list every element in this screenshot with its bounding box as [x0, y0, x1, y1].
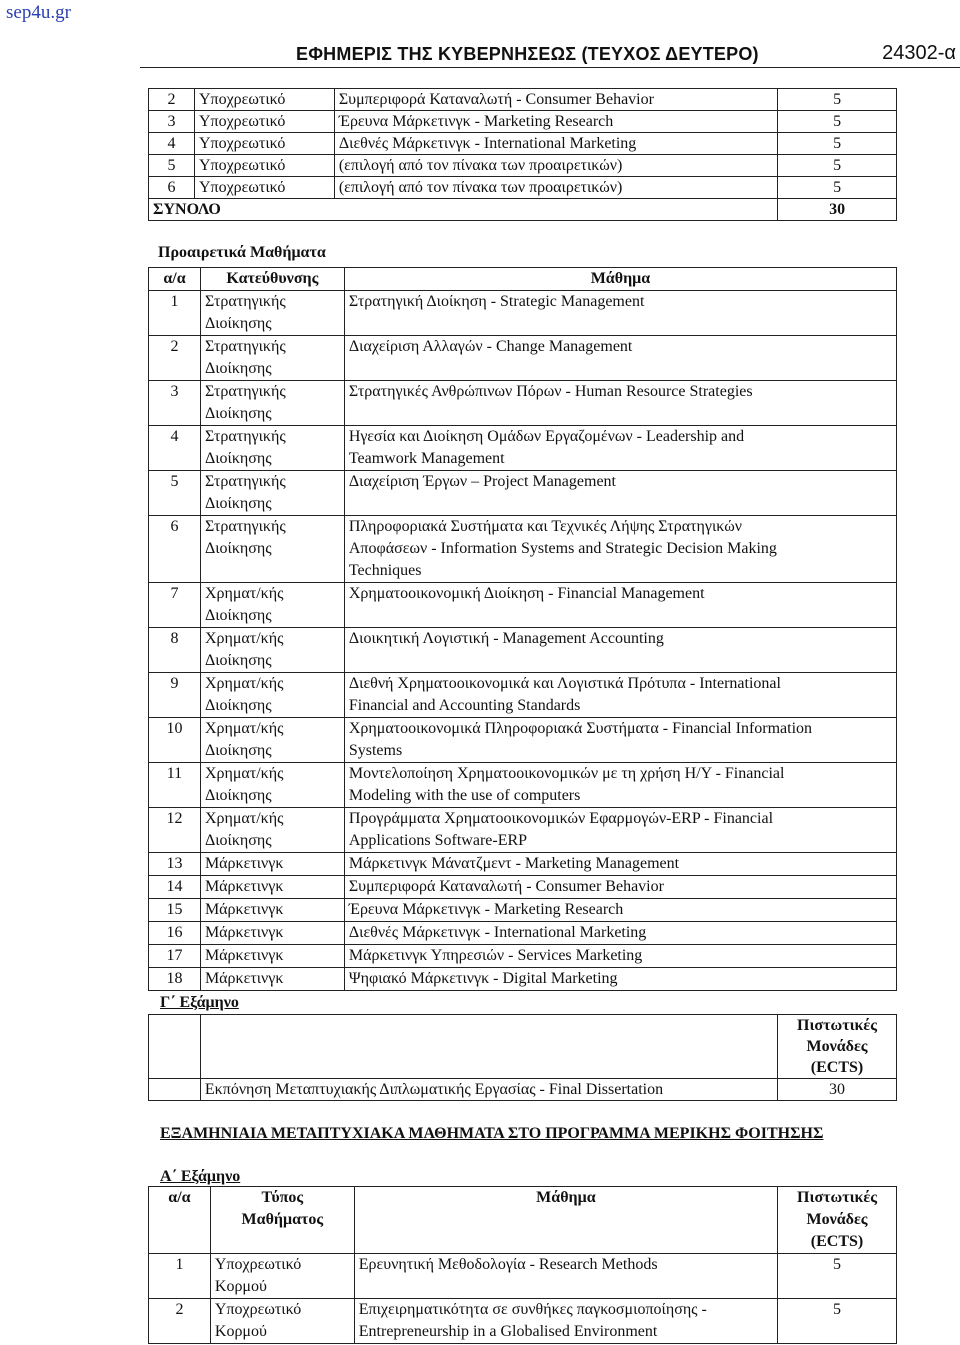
- row-course: [344, 763, 896, 808]
- row-number: 1: [149, 1254, 211, 1299]
- row-direction: [200, 853, 344, 876]
- pt-header-aa: α/α: [149, 1187, 211, 1254]
- row-course: [354, 1254, 777, 1299]
- table-row: [149, 336, 897, 381]
- row-number: 7: [149, 583, 201, 628]
- semester3-table: [148, 1014, 897, 1101]
- table-row: [149, 945, 897, 968]
- row-number: 6: [149, 177, 195, 199]
- pt-header-ects2: Μονάδες: [806, 1211, 868, 1228]
- row-direction: [200, 763, 344, 808]
- pt-header-type1: Τύπος: [261, 1189, 304, 1206]
- type-line2: Κορμού: [214, 1278, 267, 1295]
- row-ects: 5: [778, 177, 897, 199]
- course-line1: Ερευνητική Μεθοδολογία - Research Methods: [358, 1256, 658, 1273]
- row-number: 1: [149, 291, 201, 336]
- row-direction: [200, 922, 344, 945]
- direction-line1: Μάρκετινγκ: [204, 855, 284, 872]
- s3-n: [149, 1079, 201, 1101]
- row-ects: 5: [778, 89, 897, 111]
- row-direction: [200, 808, 344, 853]
- row-course: [344, 853, 896, 876]
- row-type: Υποχρεωτικό: [194, 89, 334, 111]
- direction-line1: Μάρκετινγκ: [204, 878, 284, 895]
- direction-line1: Χρηματ/κής: [204, 765, 284, 782]
- course-line1: Χρηματοοικονομική Διοίκηση - Financial Management: [348, 585, 705, 602]
- semester3-title: Γ΄ Εξάμηνο: [160, 994, 239, 1011]
- row-course: [344, 808, 896, 853]
- course-line1: Ψηφιακό Μάρκετινγκ - Digital Marketing: [348, 970, 618, 987]
- row-course: [344, 336, 896, 381]
- row-course: [344, 516, 896, 583]
- direction-line2: Διοίκησης: [204, 315, 272, 332]
- row-direction: [200, 718, 344, 763]
- row-number: 2: [149, 89, 195, 111]
- direction-line1: Στρατηγικής: [204, 293, 286, 310]
- row-course: [344, 922, 896, 945]
- s3-ects-header: [778, 1015, 897, 1079]
- direction-line1: Χρηματ/κής: [204, 585, 284, 602]
- direction-line2: Διοίκησης: [204, 787, 272, 804]
- row-number: 10: [149, 718, 201, 763]
- row-ects: 5: [778, 1254, 897, 1299]
- direction-line2: Διοίκησης: [204, 742, 272, 759]
- direction-line1: Στρατηγικής: [204, 338, 286, 355]
- row-direction: [200, 291, 344, 336]
- course-line1: Διαχείριση Αλλαγών - Change Management: [348, 338, 633, 355]
- row-course: [344, 628, 896, 673]
- row-number: 2: [149, 1299, 211, 1344]
- row-course: [344, 381, 896, 426]
- course-line1: Διαχείριση Έργων – Project Management: [348, 473, 616, 490]
- course-line1: Προγράμματα Χρηματοοικονομικών Εφαρμογών-ERP - Financial: [348, 810, 774, 827]
- table-row: [149, 133, 897, 155]
- row-number: 4: [149, 133, 195, 155]
- direction-line1: Μάρκετινγκ: [204, 924, 284, 941]
- total-value: 30: [778, 199, 897, 221]
- row-direction: [200, 876, 344, 899]
- table-row: [149, 899, 897, 922]
- direction-line1: Χρηματ/κής: [204, 810, 284, 827]
- row-ects: 5: [778, 155, 897, 177]
- pt-header-type2: Μαθήματος: [241, 1211, 324, 1228]
- row-course: [344, 291, 896, 336]
- direction-line2: Διοίκησης: [204, 495, 272, 512]
- pt-header-ects1: Πιστωτικές: [797, 1189, 878, 1206]
- row-direction: [200, 426, 344, 471]
- row-course: [354, 1299, 777, 1344]
- site-link[interactable]: sep4u.gr: [6, 2, 71, 23]
- table-row: [149, 673, 897, 718]
- row-ects: 5: [778, 111, 897, 133]
- pt-header-ects: [778, 1187, 897, 1254]
- row-number: 8: [149, 628, 201, 673]
- row-course: [344, 426, 896, 471]
- row-direction: [200, 673, 344, 718]
- course-line1: Μοντελοποίηση Χρηματοοικονομικών με τη χρήση Η/Υ - Financial: [348, 765, 785, 782]
- row-direction: [200, 583, 344, 628]
- course-line1: Στρατηγικές Ανθρώπινων Πόρων - Human Resource Strategies: [348, 383, 753, 400]
- course-line1: Επιχειρηματικότητα σε συνθήκες παγκοσμιοποίησης -: [358, 1301, 707, 1318]
- pt-header-type: [210, 1187, 354, 1254]
- row-course: [344, 718, 896, 763]
- direction-line1: Στρατηγικής: [204, 383, 286, 400]
- course-line1: Διεθνές Μάρκετινγκ - International Marketing: [348, 924, 647, 941]
- row-course: Έρευνα Μάρκετινγκ - Marketing Research: [334, 111, 777, 133]
- row-direction: [200, 968, 344, 991]
- s3-ects: 30: [778, 1079, 897, 1101]
- table-row: [149, 763, 897, 808]
- optional-courses-table: [148, 267, 897, 991]
- table-row: [149, 89, 897, 111]
- table-row: [149, 853, 897, 876]
- optional-courses-title: Προαιρετικά Μαθήματα: [158, 244, 326, 261]
- table-row: [149, 583, 897, 628]
- row-number: 4: [149, 426, 201, 471]
- direction-line1: Μάρκετινγκ: [204, 901, 284, 918]
- course-line1: Συμπεριφορά Καταναλωτή - Consumer Behavior: [348, 878, 664, 895]
- course-line2: Financial and Accounting Standards: [348, 697, 581, 714]
- row-direction: [200, 945, 344, 968]
- direction-line2: Διοίκησης: [204, 450, 272, 467]
- total-label: ΣΥΝΟΛΟ: [149, 199, 778, 221]
- row-course: [344, 471, 896, 516]
- direction-line1: Χρηματ/κής: [204, 630, 284, 647]
- table-row: [149, 1254, 897, 1299]
- direction-line2: Διοίκησης: [204, 405, 272, 422]
- table-row: [149, 1299, 897, 1344]
- table-row: [149, 922, 897, 945]
- row-direction: [200, 628, 344, 673]
- row-number: 14: [149, 876, 201, 899]
- row-number: 5: [149, 471, 201, 516]
- direction-line2: Διοίκησης: [204, 360, 272, 377]
- page-number: 24302-α: [882, 42, 956, 64]
- row-direction: [200, 336, 344, 381]
- row-type: [210, 1299, 354, 1344]
- parttime-semester: Α΄ Εξάμηνο: [160, 1168, 241, 1185]
- course-line3: Techniques: [348, 562, 422, 579]
- row-type: Υποχρεωτικό: [194, 133, 334, 155]
- row-course: [344, 673, 896, 718]
- row-course: [344, 899, 896, 922]
- course-line1: Μάρκετινγκ Μάνατζμεντ - Marketing Management: [348, 855, 680, 872]
- table-row: [149, 968, 897, 991]
- course-line2: Entrepreneurship in a Globalised Environment: [358, 1323, 658, 1340]
- course-line1: Πληροφοριακά Συστήματα και Τεχνικές Λήψης Στρατηγικών: [348, 518, 742, 535]
- table-row: [149, 426, 897, 471]
- course-line2: Teamwork Management: [348, 450, 505, 467]
- row-number: 2: [149, 336, 201, 381]
- direction-line1: Στρατηγικής: [204, 473, 286, 490]
- table-row: [149, 291, 897, 336]
- row-type: Υποχρεωτικό: [194, 155, 334, 177]
- row-ects: 5: [778, 133, 897, 155]
- row-course: (επιλογή από τον πίνακα των προαιρετικών): [334, 177, 777, 199]
- s3-ects-h2: Μονάδες: [806, 1038, 868, 1055]
- course-line1: Μάρκετινγκ Υπηρεσιών - Services Marketing: [348, 947, 643, 964]
- row-course: [344, 876, 896, 899]
- table-row: [149, 718, 897, 763]
- row-number: 13: [149, 853, 201, 876]
- type-line1: Υποχρεωτικό: [214, 1301, 302, 1318]
- parttime-table: [148, 1186, 897, 1344]
- row-ects: 5: [778, 1299, 897, 1344]
- row-number: 6: [149, 516, 201, 583]
- row-number: 18: [149, 968, 201, 991]
- table-row: [149, 471, 897, 516]
- course-line2: Systems: [348, 742, 403, 759]
- table-row: [149, 381, 897, 426]
- table-row: [149, 155, 897, 177]
- course-line2: Modeling with the use of computers: [348, 787, 581, 804]
- row-type: Υποχρεωτικό: [194, 177, 334, 199]
- row-number: 9: [149, 673, 201, 718]
- header-course: Μάθημα: [344, 268, 896, 291]
- total-row: [149, 199, 897, 221]
- row-direction: [200, 381, 344, 426]
- table-row: [149, 516, 897, 583]
- course-line1: Χρηματοοικονομικά Πληροφοριακά Συστήματα - Financial Information: [348, 720, 813, 737]
- row-type: Υποχρεωτικό: [194, 111, 334, 133]
- s3-blank-course: [200, 1015, 777, 1079]
- course-line2: Applications Software-ERP: [348, 832, 528, 849]
- table-row: [149, 628, 897, 673]
- row-number: 17: [149, 945, 201, 968]
- row-course: (επιλογή από τον πίνακα των προαιρετικών): [334, 155, 777, 177]
- table-row: [149, 177, 897, 199]
- direction-line2: Διοίκησης: [204, 652, 272, 669]
- row-direction: [200, 471, 344, 516]
- header-rule: [140, 67, 960, 68]
- type-line1: Υποχρεωτικό: [214, 1256, 302, 1273]
- row-number: 5: [149, 155, 195, 177]
- table-row: [149, 111, 897, 133]
- type-line2: Κορμού: [214, 1323, 267, 1340]
- direction-line2: Διοίκησης: [204, 607, 272, 624]
- header-aa: α/α: [149, 268, 201, 291]
- direction-line2: Διοίκησης: [204, 832, 272, 849]
- row-number: 12: [149, 808, 201, 853]
- s3-ects-h3: (ECTS): [810, 1059, 864, 1076]
- direction-line1: Χρηματ/κής: [204, 720, 284, 737]
- course-line1: Διεθνή Χρηματοοικονομικά και Λογιστικά Πρότυπα - International: [348, 675, 781, 692]
- direction-line2: Διοίκησης: [204, 540, 272, 557]
- row-type: [210, 1254, 354, 1299]
- pt-header-course: Μάθημα: [354, 1187, 777, 1254]
- compulsory-courses-table: [148, 88, 897, 221]
- pt-header-ects3: (ECTS): [810, 1233, 864, 1250]
- row-course: [344, 945, 896, 968]
- direction-line1: Χρηματ/κής: [204, 675, 284, 692]
- row-course: [344, 968, 896, 991]
- direction-line2: Διοίκησης: [204, 697, 272, 714]
- course-line1: Ηγεσία και Διοίκηση Ομάδων Εργαζομένων - Leadership and: [348, 428, 745, 445]
- direction-line1: Μάρκετινγκ: [204, 947, 284, 964]
- row-number: 16: [149, 922, 201, 945]
- row-number: 3: [149, 111, 195, 133]
- row-course: Διεθνές Μάρκετινγκ - International Marketing: [334, 133, 777, 155]
- row-number: 15: [149, 899, 201, 922]
- s3-blank-n: [149, 1015, 201, 1079]
- header-direction: Κατεύθυνσης: [200, 268, 344, 291]
- row-direction: [200, 516, 344, 583]
- row-direction: [200, 899, 344, 922]
- table-row: [149, 876, 897, 899]
- parttime-title: ΕΞΑΜΗΝΙΑΙΑ ΜΕΤΑΠΤΥΧΙΑΚΑ ΜΑΘΗΜΑΤΑ ΣΤΟ ΠΡΟΓΡΑΜΜΑ ΜΕΡΙΚΗΣ ΦΟΙΤΗΣΗΣ: [160, 1125, 824, 1142]
- direction-line1: Μάρκετινγκ: [204, 970, 284, 987]
- gazette-title: ΕΦΗΜΕΡΙΣ ΤΗΣ ΚΥΒΕΡΝΗΣΕΩΣ (ΤΕΥΧΟΣ ΔΕΥΤΕΡΟ): [296, 44, 759, 64]
- course-line1: Διοικητική Λογιστική - Management Accounting: [348, 630, 664, 647]
- course-line1: Έρευνα Μάρκετινγκ - Marketing Research: [348, 901, 624, 918]
- row-number: 11: [149, 763, 201, 808]
- direction-line1: Στρατηγικής: [204, 428, 286, 445]
- course-line1: Στρατηγική Διοίκηση - Strategic Management: [348, 293, 645, 310]
- s3-ects-h1: Πιστωτικές: [797, 1017, 877, 1034]
- course-line2: Αποφάσεων - Information Systems and Strategic Decision Making: [348, 540, 777, 557]
- direction-line1: Στρατηγικής: [204, 518, 286, 535]
- table-row: [149, 808, 897, 853]
- row-course: [344, 583, 896, 628]
- row-number: 3: [149, 381, 201, 426]
- row-course: Συμπεριφορά Καταναλωτή - Consumer Behavior: [334, 89, 777, 111]
- s3-course: Εκπόνηση Μεταπτυχιακής Διπλωματικής Εργασίας - Final Dissertation: [200, 1079, 777, 1101]
